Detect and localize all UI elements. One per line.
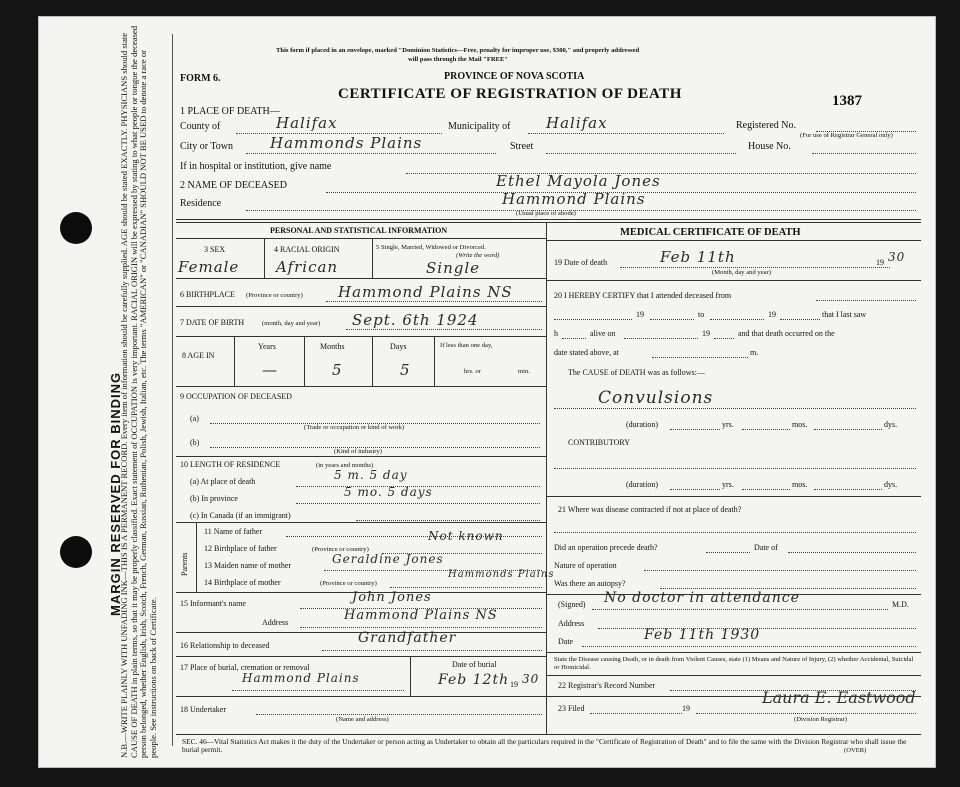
birthplace-note: (Province or country) xyxy=(246,292,303,299)
cause-mos-label: mos. xyxy=(792,420,808,429)
municipality-value: Halifax xyxy=(546,114,608,132)
county-value: Halifax xyxy=(276,114,338,132)
mail-notice-line1: This form if placed in an envelope, marked "Dominion Statistics—Free, penalty for improper use, $300," and properly addressed xyxy=(276,47,640,54)
residence-label: Residence xyxy=(180,198,222,209)
father-value: Not known xyxy=(428,529,504,543)
filed-year-prefix: 19 xyxy=(682,704,690,713)
burial-date-label: Date of burial xyxy=(452,660,497,669)
residence-length-note: (in years and months) xyxy=(316,462,374,469)
cause-dys-label: dys. xyxy=(884,420,898,429)
md-label: M.D. xyxy=(892,600,909,609)
certify-alive-on: alive on xyxy=(590,329,616,338)
city-town-label: City or Town xyxy=(180,141,234,152)
registered-no-note: (For use of Registrar General only) xyxy=(800,132,893,139)
registrar-record-label: 22 Registrar's Record Number xyxy=(558,681,656,690)
father-name-label: 11 Name of father xyxy=(204,527,263,536)
margin-reserved-label: MARGIN RESERVED FOR BINDING xyxy=(108,371,123,616)
minutes-label: min. xyxy=(518,368,530,375)
in-canada-label: (c) In Canada (if an immigrant) xyxy=(190,511,291,520)
dob-label: 7 DATE OF BIRTH xyxy=(180,318,245,327)
medical-heading: MEDICAL CERTIFICATE OF DEATH xyxy=(620,227,801,238)
undertaker-label: 18 Undertaker xyxy=(180,705,226,714)
personal-info-heading: PERSONAL AND STATISTICAL INFORMATION xyxy=(270,226,448,235)
age-days-value: 5 xyxy=(400,361,411,379)
certificate-paper xyxy=(38,16,936,768)
province-label: PROVINCE OF NOVA SCOTIA xyxy=(444,71,585,82)
age-months-label: Months xyxy=(320,342,345,351)
sex-value: Female xyxy=(178,258,240,276)
cause-duration-label: (duration) xyxy=(626,420,658,429)
mother-name-label: 13 Maiden name of mother xyxy=(204,561,292,570)
informant-address-label: Address xyxy=(262,618,289,627)
occupation-a: (a) xyxy=(190,414,199,423)
death-year-prefix: 19 xyxy=(876,258,884,267)
violent-causes-note: State the Disease causing Death, or in death from Violent Causes, state (1) Means and Nature of Injury, (2) whether Accidental, Suicidal or Homicidal. xyxy=(554,656,914,671)
certificate-title: CERTIFICATE OF REGISTRATION OF DEATH xyxy=(338,86,682,102)
certify-death-occurred: and that death occurred on the xyxy=(738,329,835,338)
certify-19-c: 19 xyxy=(702,329,710,338)
contributory-mos-label: mos. xyxy=(792,480,808,489)
death-year-value: 30 xyxy=(888,250,906,264)
county-label: County of xyxy=(180,121,221,132)
at-place-label: (a) At place of death xyxy=(190,477,256,486)
age-label: 8 AGE IN xyxy=(182,351,215,360)
residence-length-label: 10 LENGTH OF RESIDENCE xyxy=(180,460,281,469)
parents-side-label: Parents xyxy=(180,552,189,576)
registrar-note: (Division Registrar) xyxy=(794,716,847,723)
birthplace-value: Hammond Plains NS xyxy=(338,283,513,301)
birthplace-label: 6 BIRTHPLACE xyxy=(180,290,235,299)
over-label: (OVER) xyxy=(844,747,867,754)
mother-birthplace-label: 14 Birthplace of mother xyxy=(204,578,281,587)
name-of-deceased-label: 2 NAME OF DECEASED xyxy=(180,180,287,191)
age-years-label: Years xyxy=(258,342,276,351)
relationship-value: Grandfather xyxy=(358,630,457,646)
registrar-signature: Laura E. Eastwood xyxy=(762,688,916,707)
mail-notice-line2: will pass through the Mail "FREE" xyxy=(408,56,509,63)
certify-to: to xyxy=(698,310,705,319)
sex-label: 3 SEX xyxy=(204,245,226,254)
in-province-label: (b) In province xyxy=(190,494,238,503)
operation-date-label: Date of xyxy=(754,543,778,552)
in-province-value: 5 mo. 5 days xyxy=(344,485,433,499)
certify-19-b: 19 xyxy=(768,310,776,319)
contributory-label: CONTRIBUTORY xyxy=(568,438,631,447)
registered-no-label: Registered No. xyxy=(736,120,796,131)
nature-of-operation-label: Nature of operation xyxy=(554,561,617,570)
marital-note: (Write the word) xyxy=(456,252,500,259)
occupation-b-note: (Kind of industry) xyxy=(334,448,382,455)
street-label: Street xyxy=(510,141,534,152)
name-of-deceased-value: Ethel Mayola Jones xyxy=(496,172,661,190)
dob-note: (month, day and year) xyxy=(262,320,321,327)
certify-m: m. xyxy=(750,348,759,357)
age-months-value: 5 xyxy=(332,361,343,379)
form-number: FORM 6. xyxy=(180,73,221,84)
municipality-label: Municipality of xyxy=(448,121,511,132)
place-of-death-label: 1 PLACE OF DEATH— xyxy=(180,106,280,117)
informant-value: John Jones xyxy=(352,590,432,605)
medical-date-value: Feb 11th 1930 xyxy=(644,627,761,643)
operation-label: Did an operation precede death? xyxy=(554,543,658,552)
hours-label: hrs. or xyxy=(464,368,481,375)
racial-origin-value: African xyxy=(276,258,339,276)
column-divider xyxy=(546,222,547,734)
date-of-death-label: 19 Date of death xyxy=(554,258,608,267)
certify-label: 20 I HEREBY CERTIFY that I attended deceased from xyxy=(554,291,732,300)
date-of-death-value: Feb 11th xyxy=(660,248,736,266)
mother-birthplace-note: (Province or country) xyxy=(320,580,377,587)
margin-divider xyxy=(172,34,173,746)
marital-value: Single xyxy=(426,259,481,277)
racial-origin-label: 4 RACIAL ORIGIN xyxy=(274,245,340,254)
informant-address-value: Hammond Plains NS xyxy=(344,608,498,623)
dob-value: Sept. 6th 1924 xyxy=(352,311,479,329)
certificate-number: 1387 xyxy=(832,93,862,109)
informant-label: 15 Informant's name xyxy=(180,599,246,608)
contributory-yrs-label: yrs. xyxy=(722,480,734,489)
medical-address-label: Address xyxy=(558,619,585,628)
cause-yrs-label: yrs. xyxy=(722,420,734,429)
cause-of-death-value: Convulsions xyxy=(598,388,714,408)
filed-label: 23 Filed xyxy=(558,704,585,713)
residence-note: (Usual place of abode) xyxy=(516,210,576,217)
burial-label: 17 Place of burial, cremation or removal xyxy=(180,663,310,672)
burial-year-prefix: 19 xyxy=(510,680,518,689)
city-town-value: Hammonds Plains xyxy=(270,134,423,152)
less-than-day-label: If less than one day, xyxy=(440,342,493,349)
undertaker-note: (Name and address) xyxy=(336,716,389,723)
age-years-value: — xyxy=(262,361,278,379)
burial-place-value: Hammond Plains xyxy=(242,671,360,685)
sec46-footer: SEC. 46—Vital Statistics Act makes it the duty of the Undertaker or person acting as Undertaker to obtain all the particulars required in the "Certificate of Registration of Death" and to file the same with the Division Registrar who shall issue the burial permit. xyxy=(182,737,907,755)
certify-last-saw: that I last saw xyxy=(822,310,867,319)
contributory-duration-label: (duration) xyxy=(626,480,658,489)
burial-date-value: Feb 12th xyxy=(438,672,510,688)
date-of-death-note: (Month, day and year) xyxy=(712,269,771,276)
mother-birthplace-value: Hammonds Plains xyxy=(448,569,555,580)
burial-year-value: 30 xyxy=(522,672,540,686)
at-place-value: 5 m. 5 day xyxy=(334,468,408,482)
father-birthplace-note: (Province or country) xyxy=(312,546,369,553)
certificate-form xyxy=(176,16,936,768)
certify-h: h xyxy=(554,329,558,338)
margin-instructions-note: N.B.—WRITE PLAINLY WITH UNFADING INK—THIS IS A PERMANENT RECORD. Every item of information should be carefully supplied. AGE should be stated EXACTLY. PHYSICIANS should state CAUSE OF DEATH in plain terms, so that it may be properly classified. Exact statement of OCCUPATION is very important. RACIAL ORIGIN will be expressed by stating to what people or tongue the deceased person belonged, whether English, Irish, Scotch, French, German, Russian, Ruthenian, Polish, Jewish, Italian, etc. The terms "AMERICAN" or "CANADIAN" SHOULD NOT BE USED to denote a race or people. See instructions on back of Certificate. xyxy=(119,25,158,758)
certify-date-stated: date stated above, at xyxy=(554,348,619,357)
certify-19-a: 19 xyxy=(636,310,644,319)
mother-name-value: Geraldine Jones xyxy=(332,552,444,566)
cause-of-death-label: The CAUSE of DEATH was as follows:— xyxy=(568,368,705,377)
relationship-label: 16 Relationship to deceased xyxy=(180,641,270,650)
contracted-label: 21 Where was disease contracted if not at place of death? xyxy=(558,505,742,514)
father-birthplace-label: 12 Birthplace of father xyxy=(204,544,277,553)
binding-margin xyxy=(38,16,173,768)
occupation-a-note: (Trade or occupation or kind of work) xyxy=(304,424,405,431)
occupation-label: 9 OCCUPATION OF DECEASED xyxy=(180,392,292,401)
house-no-label: House No. xyxy=(748,141,791,152)
residence-value: Hammond Plains xyxy=(502,190,646,208)
autopsy-label: Was there an autopsy? xyxy=(554,579,626,588)
signed-value: No doctor in attendance xyxy=(604,590,800,606)
hospital-label: If in hospital or institution, give name xyxy=(180,161,332,172)
contributory-dys-label: dys. xyxy=(884,480,898,489)
medical-date-label: Date xyxy=(558,637,574,646)
occupation-b: (b) xyxy=(190,438,200,447)
age-days-label: Days xyxy=(390,342,407,351)
marital-label: 5 Single, Married, Widowed or Divorced. xyxy=(376,244,486,251)
signed-label: (Signed) xyxy=(558,600,586,609)
